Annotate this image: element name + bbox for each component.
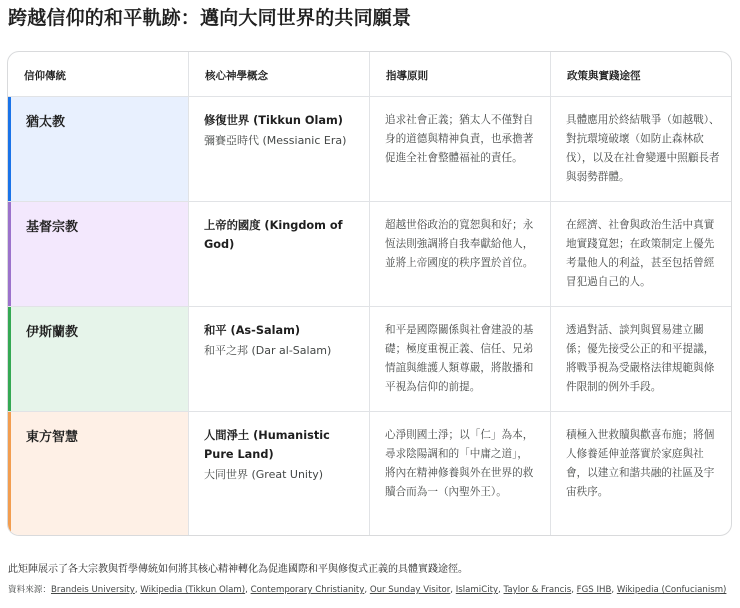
header-tradition: 信仰傳統: [8, 52, 189, 97]
source-link[interactable]: Wikipedia (Confucianism): [616, 585, 727, 595]
concept-cell: [189, 97, 370, 202]
header-principle: 指導原則: [370, 52, 551, 97]
principle-cell: 心淨則國土淨；以「仁」為本，尋求陰陽調和的「中庸之道」，將內在精神修養與外在世界的救贖合而為一（內聖外王）。: [370, 412, 551, 536]
sources-line: 資料來源：Brandeis University, Wikipedia (Tikkun Olam), Contemporary Christianity, Our Sunday Visitor, IslamiCity, Taylor & Francis, FGS IHB, Wikipedia (Confucianism): [8, 585, 727, 595]
source-link[interactable]: Contemporary Christianity: [250, 585, 365, 595]
principle-cell: 超越世俗政治的寬恕與和好；永恆法則強調將自我奉獻給他人，並將上帝國度的秩序置於首位。: [370, 202, 551, 307]
concept-main: 人間淨土 (Humanistic Pure Land): [204, 429, 330, 461]
comparison-table: [7, 51, 732, 536]
tradition-cell: 東方智慧: [8, 412, 189, 536]
concept-sub: 和平之邦 (Dar al-Salam): [204, 344, 332, 357]
source-link[interactable]: Wikipedia (Tikkun Olam): [140, 585, 246, 595]
concept-main: 和平 (As-Salam): [204, 324, 301, 337]
policy-cell: 具體應用於終結戰爭（如越戰）、對抗環境破壞（如防止森林砍伐），以及在社會變遷中照顧長者與弱勢群體。: [551, 97, 732, 202]
tradition-cell: 猶太教: [8, 97, 189, 202]
source-link[interactable]: IslamiCity: [455, 585, 499, 595]
concept-main: 上帝的國度 (Kingdom of God): [204, 219, 343, 251]
concept-sub: 彌賽亞時代 (Messianic Era): [204, 134, 347, 147]
tradition-cell: 伊斯蘭教: [8, 307, 189, 412]
sources-label: 資料來源：: [8, 585, 51, 595]
concept-main: 修復世界 (Tikkun Olam): [204, 114, 343, 127]
source-link[interactable]: Our Sunday Visitor: [369, 585, 451, 595]
footer-note: 此矩陣展示了各大宗教與哲學傳統如何將其核心精神轉化為促進國際和平與修復式正義的具體實踐途徑。: [8, 564, 468, 575]
concept-sub: 大同世界 (Great Unity): [204, 468, 324, 481]
principle-cell: 和平是國際關係與社會建設的基礎；極度重視正義、信任、兄弟情誼與維護人類尊嚴，將散播和平視為信仰的前提。: [370, 307, 551, 412]
header-policy: 政策與實踐途徑: [551, 52, 732, 97]
policy-cell: 在經濟、社會與政治生活中真實地實踐寬恕；在政策制定上優先考量他人的利益，甚至包括曾經冒犯過自己的人。: [551, 202, 732, 307]
concept-cell: [189, 307, 370, 412]
concept-cell: [189, 202, 370, 307]
principle-cell: 追求社會正義；猶太人不僅對自身的道德與精神負責，也承擔著促進全社會整體福祉的責任。: [370, 97, 551, 202]
header-concept: 核心神學概念: [189, 52, 370, 97]
concept-cell: [189, 412, 370, 536]
policy-cell: 積極入世救贖與歡喜布施；將個人修養延伸並落實於家庭與社會，以建立和諧共融的社區及宇宙秩序。: [566, 429, 715, 498]
source-link[interactable]: Taylor & Francis: [503, 585, 572, 595]
source-link[interactable]: FGS IHB: [576, 585, 612, 595]
tradition-cell: 基督宗教: [8, 202, 189, 307]
page-title: 跨越信仰的和平軌跡：邁向大同世界的共同願景: [8, 7, 412, 29]
source-link[interactable]: Brandeis University: [50, 585, 135, 595]
policy-cell: 透過對話、談判與貿易建立關係；優先接受公正的和平提議，將戰爭視為受嚴格法律規範與條件限制的例外手段。: [551, 307, 732, 412]
